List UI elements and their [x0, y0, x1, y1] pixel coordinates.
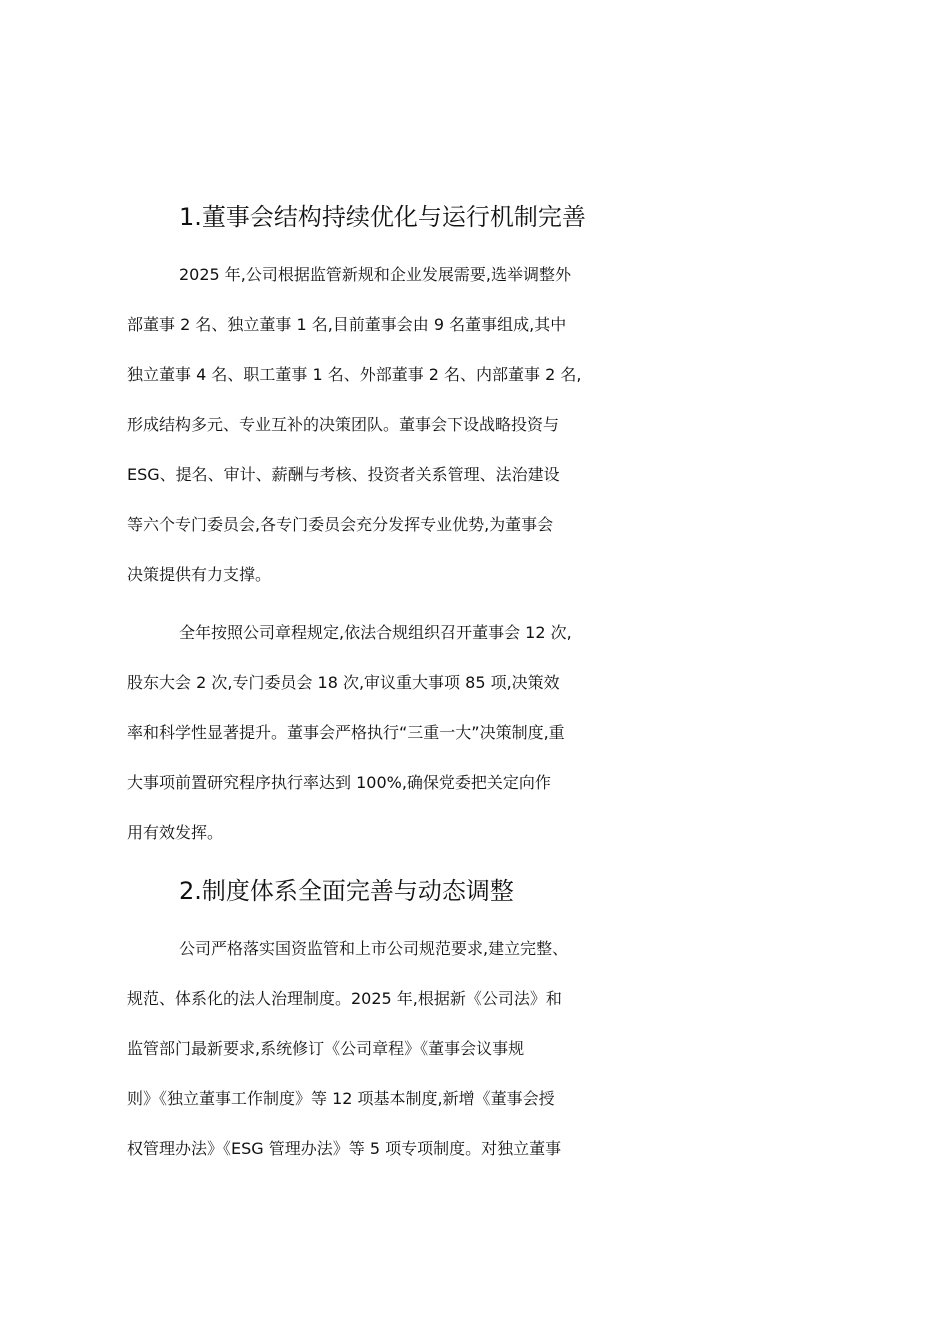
paragraph-line: 2025 年,公司根据监管新规和企业发展需要,选举调整外 — [179, 265, 571, 284]
paragraph-line: 规范、体系化的法人治理制度。2025 年,根据新《公司法》和 — [127, 989, 562, 1008]
paragraph-line: 率和科学性显著提升。董事会严格执行“三重一大”决策制度,重 — [127, 723, 565, 742]
section-heading: 1.董事会结构持续优化与运行机制完善 — [179, 203, 586, 231]
paragraph-line: 公司严格落实国资监管和上市公司规范要求,建立完整、 — [179, 939, 569, 958]
paragraph-line: 形成结构多元、专业互补的决策团队。董事会下设战略投资与 — [127, 415, 560, 434]
paragraph-line: 用有效发挥。 — [127, 823, 224, 842]
section-heading: 2.制度体系全面完善与动态调整 — [179, 877, 514, 905]
paragraph-line: 大事项前置研究程序执行率达到 100%,确保党委把关定向作 — [127, 773, 551, 792]
paragraph-line: 股东大会 2 次,专门委员会 18 次,审议重大事项 85 项,决策效 — [127, 673, 560, 692]
paragraph — [127, 250, 827, 600]
paragraph — [127, 608, 827, 858]
paragraph-line: 则》《独立董事工作制度》等 12 项基本制度,新增《董事会授 — [127, 1089, 555, 1108]
paragraph-line: 部董事 2 名、独立董事 1 名,目前董事会由 9 名董事组成,其中 — [127, 315, 567, 334]
paragraph-line: ESG、提名、审计、薪酬与考核、投资者关系管理、法治建设 — [127, 465, 560, 484]
paragraph-line: 独立董事 4 名、职工董事 1 名、外部董事 2 名、内部董事 2 名, — [127, 365, 582, 384]
paragraph — [127, 924, 827, 1174]
paragraph-line: 等六个专门委员会,各专门委员会充分发挥专业优势,为董事会 — [127, 515, 554, 534]
document-page — [127, 192, 827, 1174]
paragraph-line: 决策提供有力支撑。 — [127, 565, 272, 584]
paragraph-line: 监管部门最新要求,系统修订《公司章程》《董事会议事规 — [127, 1039, 525, 1058]
paragraph-line: 全年按照公司章程规定,依法合规组织召开董事会 12 次, — [179, 623, 572, 642]
paragraph-line: 权管理办法》《ESG 管理办法》等 5 项专项制度。对独立董事 — [127, 1139, 562, 1158]
